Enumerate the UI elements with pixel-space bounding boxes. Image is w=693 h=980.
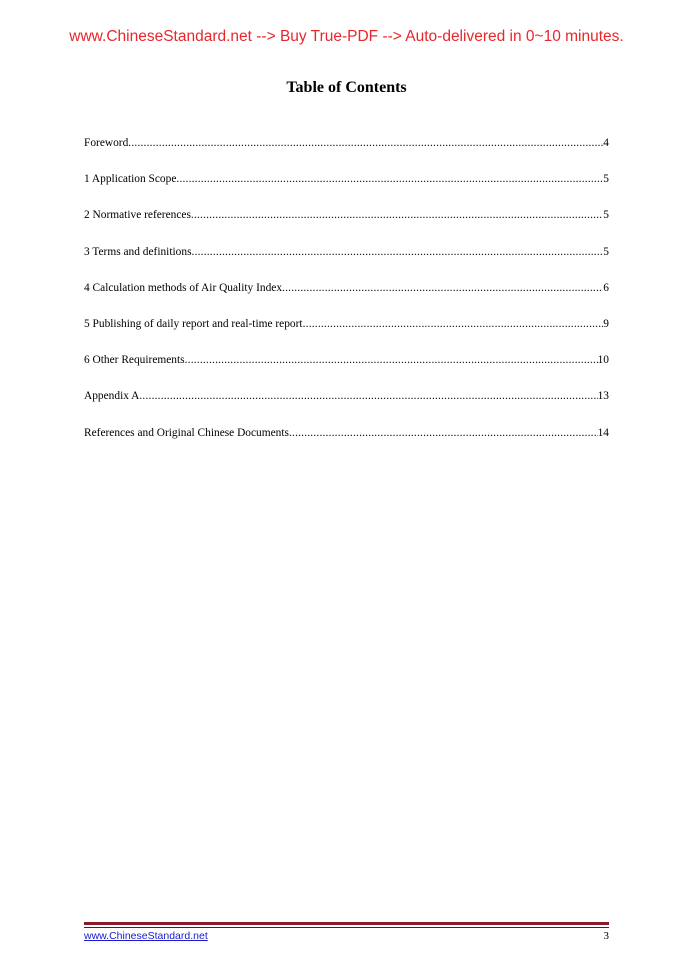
- toc-entry-page: 4: [603, 137, 609, 149]
- toc-entry-page: 13: [597, 390, 609, 403]
- toc-entry-title: Appendix A: [84, 390, 140, 403]
- toc-entry-title: 1 Application Scope: [84, 173, 177, 186]
- toc-entry-page: 10: [597, 354, 609, 367]
- toc-dot-leader: [185, 353, 598, 368]
- toc-entry-normative-references[interactable]: [84, 208, 609, 244]
- footer-divider: [84, 922, 609, 925]
- toc-dot-leader: [191, 208, 603, 223]
- toc-entry-title: Foreword: [84, 137, 129, 149]
- page-title: Table of Contents: [286, 79, 407, 96]
- toc-dot-leader: [176, 172, 603, 187]
- toc-entry-title: 2 Normative references: [84, 209, 191, 222]
- toc-entry-page: 6: [603, 281, 609, 294]
- toc-entry-title: 5 Publishing of daily report and real-time report: [84, 317, 303, 330]
- table-of-contents: [84, 136, 609, 462]
- promo-banner-link[interactable]: www.ChineseStandard.net --> Buy True-PDF --> Auto-delivered in 0~10 minutes.: [69, 28, 624, 45]
- toc-entry-calculation-methods[interactable]: [84, 281, 609, 317]
- toc-dot-leader: [192, 245, 604, 260]
- footer-divider-thin: [84, 927, 609, 928]
- toc-dot-leader: [282, 281, 603, 296]
- page-number: 3: [603, 930, 609, 942]
- toc-entry-page: 5: [603, 209, 609, 222]
- footer-site-link[interactable]: www.ChineseStandard.net: [84, 930, 208, 942]
- toc-entry-publishing-reports[interactable]: [84, 317, 609, 353]
- toc-dot-leader: [289, 426, 598, 441]
- toc-entry-references[interactable]: [84, 426, 609, 462]
- toc-entry-application-scope[interactable]: [84, 172, 609, 208]
- toc-entry-other-requirements[interactable]: [84, 353, 609, 389]
- toc-entry-terms-and-definitions[interactable]: [84, 245, 609, 281]
- toc-entry-page: 14: [597, 426, 609, 439]
- toc-entry-page: 5: [603, 245, 609, 258]
- toc-dot-leader: [139, 389, 597, 404]
- toc-entry-title: References and Original Chinese Documents: [84, 426, 289, 439]
- toc-entry-foreword[interactable]: [84, 136, 609, 172]
- toc-entry-title: 4 Calculation methods of Air Quality Index: [84, 281, 283, 294]
- toc-entry-page: 5: [603, 173, 609, 186]
- toc-entry-page: 9: [603, 317, 609, 330]
- promo-banner: [0, 28, 693, 46]
- toc-dot-leader: [303, 317, 604, 332]
- toc-entry-appendix-a[interactable]: [84, 389, 609, 425]
- toc-entry-title: 6 Other Requirements: [84, 354, 185, 367]
- toc-entry-title: 3 Terms and definitions: [84, 245, 192, 258]
- toc-dot-leader: [128, 136, 603, 151]
